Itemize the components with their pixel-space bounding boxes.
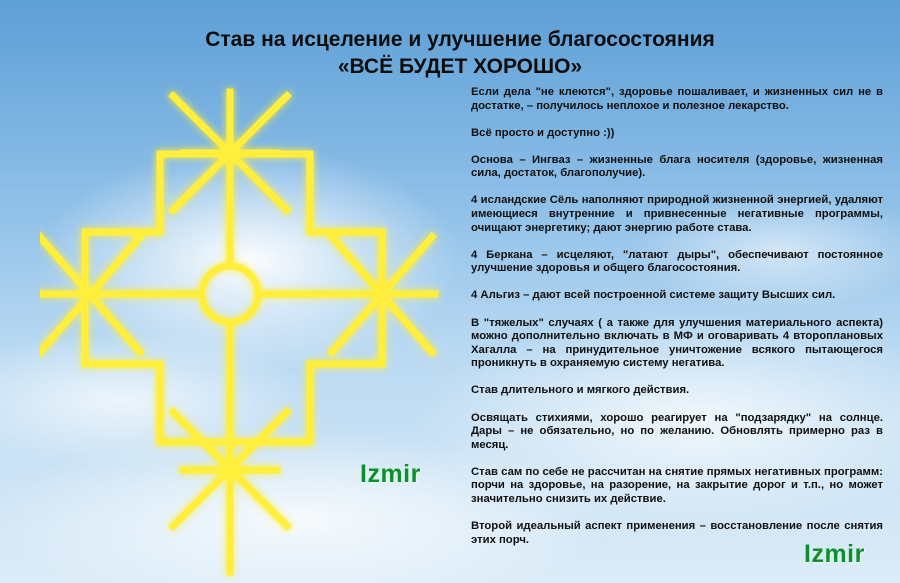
title-line-1: Став на исцеление и улучшение благосостояния [205, 28, 715, 51]
paragraph-consecration: Освящать стихиями, хорошо реагирует на "подзарядку" на солнце. Дары – не обязательно, но по желанию. Обновлять примерно раз в месяц. [471, 411, 883, 451]
page-title [0, 26, 900, 80]
description-text [471, 86, 883, 561]
paragraph-base: Основа – Ингваз – жизненные блага носителя (здоровье, жизненная сила, достаток, благополучие). [471, 153, 883, 180]
paragraph-algiz: 4 Альгиз – дают всей построенной системе защиту Высших сил. [471, 289, 836, 302]
title-line-2: «ВСЁ БУДЕТ ХОРОШО» [337, 55, 583, 78]
paragraph-hagall: В "тяжелых" случаях ( а также для улучшения материального аспекта) можно дополнительно включать в МФ и оговаривать 4 второплановых Хагалла – на принудительное уничтожение всякого пытающегося проникнуть в охраняемую систему негатива. [471, 316, 883, 370]
center-circle [202, 266, 258, 322]
author-signature-corner: Izmir [804, 540, 865, 568]
paragraph-simple: Всё просто и доступно :)) [471, 126, 615, 139]
paragraph-second-aspect: Второй идеальный аспект применения – восстановление после снятия этих порч. [471, 520, 883, 546]
paragraph-limits: Став сам по себе не рассчитан на снятие прямых негативных программ: порчи на здоровье, на разорение, на закрытие дорог и т.п., но может значительно снизить их действие. [471, 465, 883, 505]
paragraph-sol: 4 исландские Сёль наполняют природной жизненной энергией, удаляют имеющиеся внутренние и привнесенные негативные программы, очищают энергетику; дают энергию работе става. [471, 194, 883, 234]
paragraph-duration: Став длительного и мягкого действия. [471, 384, 690, 397]
paragraph-berkana: 4 Беркана – исцеляют, "латают дыры", обеспечивают постоянное улучшение здоровья и общего благосостояния. [471, 248, 883, 275]
paragraph-intro: Если дела "не клеются", здоровье пошаливает, и жизненных сил не в достатке, – получилось неплохое и полезное лекарство. [471, 86, 883, 112]
author-signature: Izmir [360, 460, 421, 488]
rune-stave-symbol [40, 82, 460, 582]
